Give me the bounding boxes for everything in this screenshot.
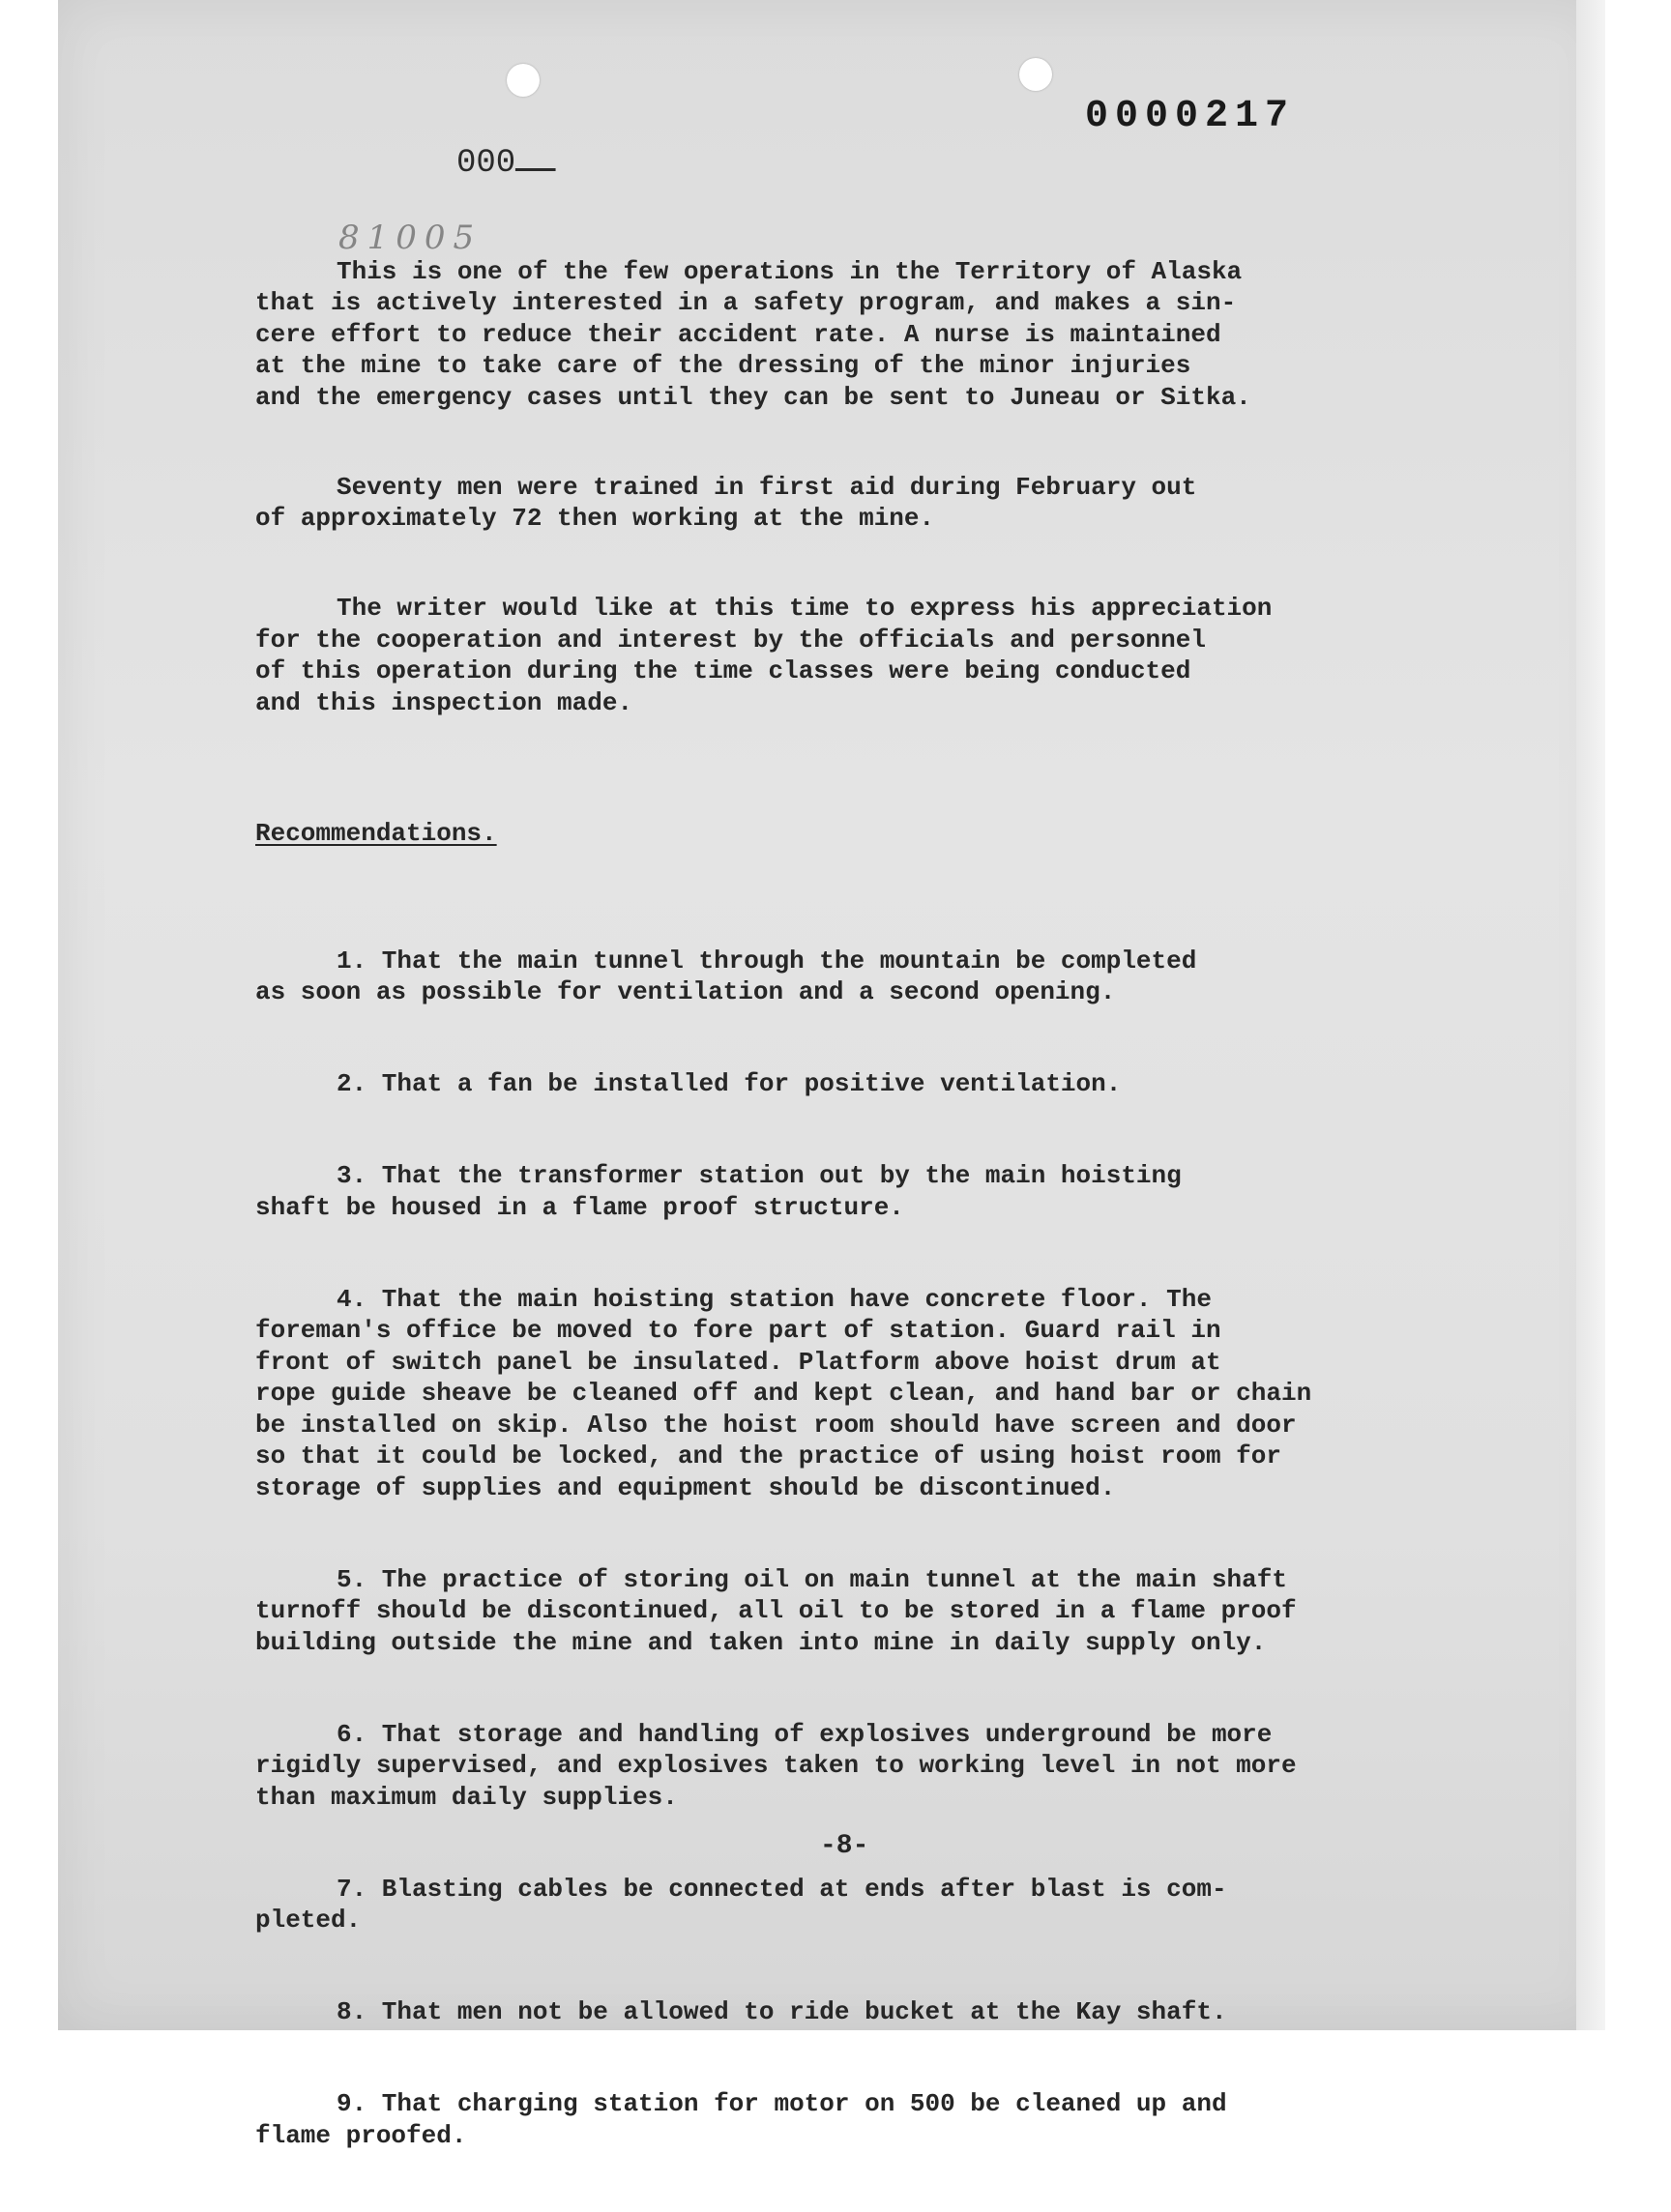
- recommendation-7: 7. Blasting cables be connected at ends after blast is com- pleted.: [255, 1874, 1227, 1935]
- page-edge: [1576, 0, 1605, 2030]
- recommendation-1: 1. That the main tunnel through the mountain be completed as soon as possible for ventilation and a second opening.: [255, 946, 1197, 1006]
- recommendation-2: 2. That a fan be installed for positive ventilation.: [337, 1069, 1122, 1098]
- document-body: [255, 224, 1416, 2212]
- paragraph-safety-program: This is one of the few operations in the Territory of Alaska that is actively interested in a safety program, and makes a sin- cere effort to reduce their accident rate. A nurse is maintained at the mine to take care of the dressing of the minor injuries and the emergency cases until they can be sent to Juneau or Sitka.: [255, 256, 1251, 412]
- recommendation-4: 4. That the main hoisting station have concrete floor. The foreman's office be moved to fore part of station. Guard rail in front of switch panel be insulated. Platform above hoist drum at rope guide sheave be cleaned off and kept clean, and hand bar or chain be installed on skip. Also the hoist room should have screen and door so that it could be locked, and the practice of using hoist room for storage of supplies and equipment should be discontinued.: [255, 1284, 1312, 1502]
- document-number: 0000217: [1085, 95, 1296, 138]
- recommendation-5: 5. The practice of storing oil on main tunnel at the main shaft turnoff should be discontinued, all oil to be stored in a flame proof building outside the mine and taken into mine in daily supply only.: [255, 1564, 1297, 1657]
- recommendation-3: 3. That the transformer station out by the main hoisting shaft be housed in a flame proof structure.: [255, 1161, 1182, 1222]
- recommendations-heading: Recommendations.: [255, 819, 497, 848]
- recommendation-6: 6. That storage and handling of explosives underground be more rigidly supervised, and explosives taken to working level in not more than maximum daily supplies.: [255, 1719, 1297, 1812]
- stray-top-mark: ــ000: [456, 145, 556, 182]
- paragraph-first-aid: Seventy men were trained in first aid during February out of approximately 72 then working at the mine.: [255, 472, 1197, 533]
- paragraph-appreciation: The writer would like at this time to express his appreciation for the cooperation and interest by the officials and personnel of this operation during the time classes were being conducted and this inspection made.: [255, 594, 1273, 717]
- handwritten-mark: 81005: [338, 218, 483, 257]
- page-number: -8-: [820, 1831, 869, 1861]
- recommendation-8: 8. That men not be allowed to ride bucket at the Kay shaft.: [337, 1997, 1227, 2026]
- punch-hole-left: [507, 64, 540, 97]
- recommendation-9: 9. That charging station for motor on 500 be cleaned up and flame proofed.: [255, 2089, 1227, 2150]
- punch-hole-right: [1019, 58, 1052, 91]
